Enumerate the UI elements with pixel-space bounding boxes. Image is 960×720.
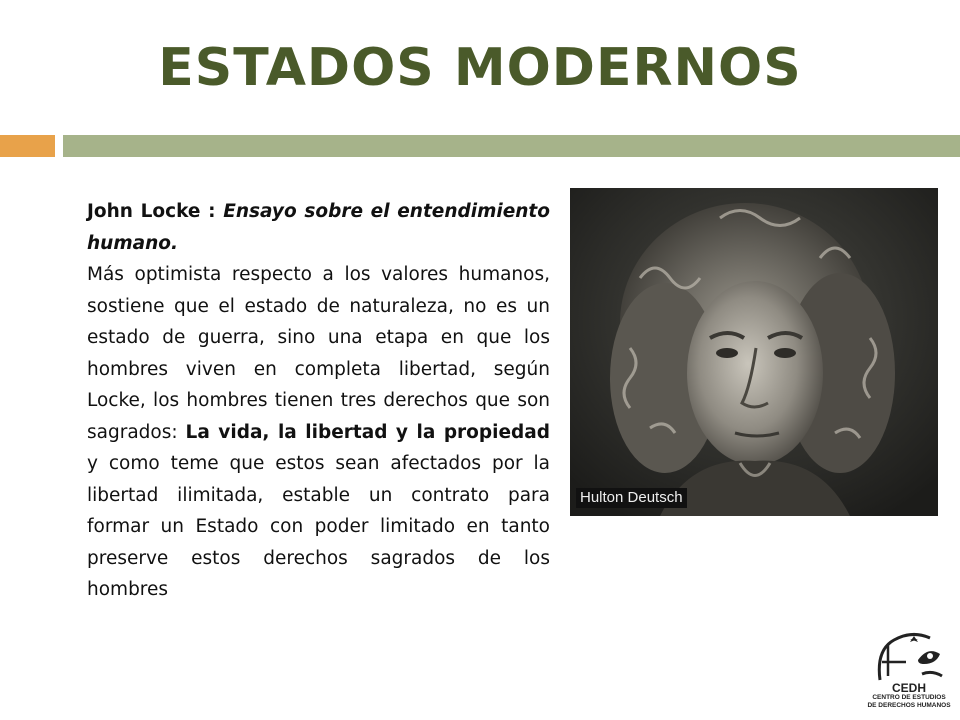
accent-bar-orange [0, 135, 55, 157]
separator: : [200, 201, 224, 222]
paragraph [87, 259, 550, 606]
portrait-drawing [570, 188, 938, 516]
photo-credit-caption: Hulton Deutsch [576, 488, 687, 508]
author-name: John Locke [87, 201, 201, 222]
slide-title: ESTADOS MODERNOS [158, 38, 802, 98]
accent-bar-green [63, 135, 960, 157]
logo-subtitle-2: DE DERECHOS HUMANOS [867, 702, 951, 709]
paragraph-end: y como teme que estos sean afectados por la libertad ilimitada, estable un contrato para formar un Estado con poder limitado en tanto preserve estos derechos sagrados de los hombres [87, 453, 550, 600]
logo-emblem [866, 632, 952, 684]
heading-line [87, 196, 550, 259]
paragraph-start: Más optimista respecto a los valores humanos, sostiene que el estado de naturaleza, no es un estado de guerra, sino una etapa en que los hombres viven en completa libertad, según Locke, los hombres tienen tres derechos que son sagrados: [87, 264, 550, 443]
rights-bold: La vida, la libertad y la propiedad [185, 421, 550, 443]
portrait-image [570, 188, 938, 516]
logo-subtitle-1: CENTRO DE ESTUDIOS [872, 694, 946, 701]
work-title: Ensayo sobre el entendimiento humano. [87, 201, 550, 254]
body-text [87, 196, 550, 606]
logo-name: CEDH [891, 681, 926, 695]
cedh-logo [866, 632, 952, 718]
